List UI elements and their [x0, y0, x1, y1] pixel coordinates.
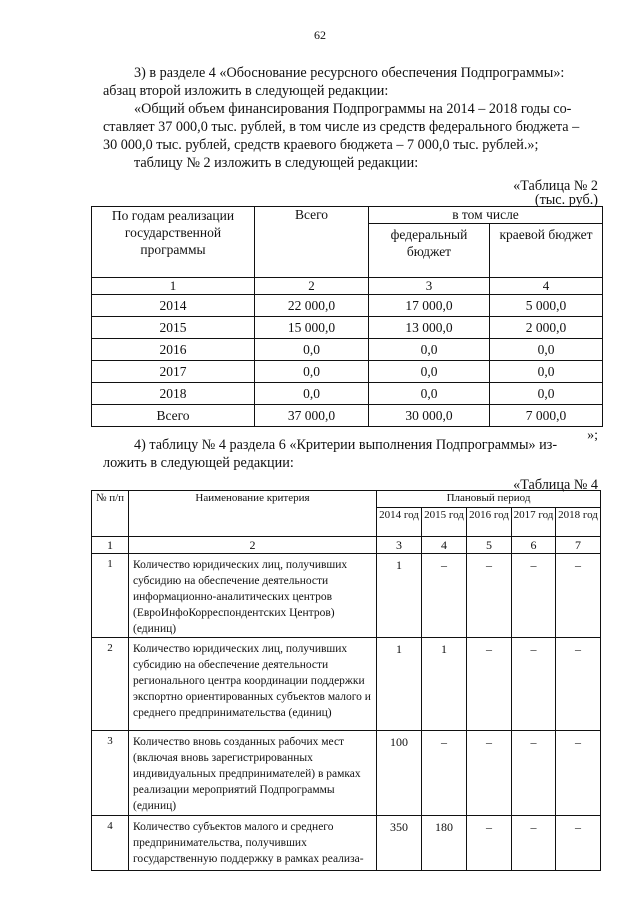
table4-cell-value: – — [512, 638, 556, 731]
table-row — [92, 295, 603, 317]
table2 — [91, 206, 603, 427]
paragraph-section4-intro: 3) в разделе 4 «Обоснование ресурсного обеспечения Подпрограммы»: — [134, 65, 565, 81]
table4-cell-criterion: Количество субъектов малого и среднего предпринимательства, получивших государственную поддержку в рамках реализа- — [129, 816, 377, 871]
table4-cell-criterion: Количество вновь созданных рабочих мест (включая вновь зарегистрированных индивидуальных предпринимателей) в рамках реализации мероприятий Подпрограммы (единиц) — [129, 731, 377, 816]
table4-cell-num: 4 — [92, 816, 129, 871]
table4-cell-value: – — [512, 816, 556, 871]
table2-cell-year: 2016 — [92, 339, 255, 361]
table2-cell-federal: 0,0 — [369, 383, 490, 405]
table4-cell-value: – — [556, 554, 601, 638]
table2-cell-federal: 17 000,0 — [369, 295, 490, 317]
table4-header-criterion: Наименование критерия — [129, 491, 377, 537]
table4-cell-value: – — [422, 554, 467, 638]
paragraph-table2-instruction: таблицу № 2 изложить в следующей редакции: — [134, 155, 419, 171]
table4-colnum: 2 — [129, 537, 377, 554]
table2-cell-total: 0,0 — [255, 361, 369, 383]
table4-cell-value: 100 — [377, 731, 422, 816]
paragraph-table4-instruction: 4) таблицу № 4 раздела 6 «Критерии выполнения Подпрограммы» из- — [134, 437, 558, 453]
table2-cell-federal: 0,0 — [369, 339, 490, 361]
table2-colnum: 4 — [490, 278, 603, 295]
table2-cell-year: 2014 — [92, 295, 255, 317]
table4-cell-value: 180 — [422, 816, 467, 871]
table2-cell-regional: 0,0 — [490, 383, 603, 405]
table4-header-planned: Плановый период — [377, 491, 601, 508]
table4-cell-value: – — [512, 731, 556, 816]
table2-caption: «Таблица № 2 — [513, 178, 598, 194]
table2-header-total: Всего — [255, 207, 369, 278]
table4-caption: «Таблица № 4 — [513, 477, 598, 493]
table2-header-including: в том числе — [369, 207, 603, 224]
table4-cell-value: – — [556, 731, 601, 816]
table4-header-year: 2015 год — [422, 508, 467, 537]
table2-colnum: 1 — [92, 278, 255, 295]
table-row — [92, 816, 601, 871]
table4-header-year: 2017 год — [512, 508, 556, 537]
table4-colnum: 7 — [556, 537, 601, 554]
table2-cell-year: 2017 — [92, 361, 255, 383]
table2-end-mark: »; — [587, 428, 598, 443]
table4-cell-value: – — [467, 638, 512, 731]
table4-cell-num: 3 — [92, 731, 129, 816]
table2-cell-regional: 7 000,0 — [490, 405, 603, 427]
table2-cell-regional: 2 000,0 — [490, 317, 603, 339]
table2-cell-total: 0,0 — [255, 383, 369, 405]
paragraph-table4-instruction-cont: ложить в следующей редакции: — [103, 455, 294, 471]
table-row-total — [92, 405, 603, 427]
table-row — [92, 638, 601, 731]
page-number: 62 — [314, 28, 326, 42]
table2-cell-federal: 13 000,0 — [369, 317, 490, 339]
table2-header-years: По годам реализации государственной программы — [92, 207, 255, 278]
table4-cell-value: – — [512, 554, 556, 638]
table4-cell-value: – — [467, 554, 512, 638]
table2-cell-regional: 0,0 — [490, 361, 603, 383]
table4-cell-value: – — [467, 816, 512, 871]
table4-cell-criterion: Количество юридических лиц, получивших субсидию на обеспечение деятельности информационно-аналитических центров (ЕвроИнфоКорреспондентских Центров) (единиц) — [129, 554, 377, 638]
table2-cell-total: 22 000,0 — [255, 295, 369, 317]
table-row — [92, 317, 603, 339]
table2-cell-total: 37 000,0 — [255, 405, 369, 427]
table4-cell-criterion: Количество юридических лиц, получивших субсидию на обеспечение деятельности регионального центра координации поддержки экспортно ориентированных субъектов малого и среднего предпринимательства (единиц) — [129, 638, 377, 731]
table2-cell-year: 2018 — [92, 383, 255, 405]
table-row — [92, 383, 603, 405]
table4-cell-value: 1 — [377, 554, 422, 638]
paragraph-quote-line1: «Общий объем финансирования Подпрограммы на 2014 – 2018 годы со- — [134, 101, 572, 117]
table4-header-year: 2014 год — [377, 508, 422, 537]
table2-cell-federal: 30 000,0 — [369, 405, 490, 427]
table4-colnum: 3 — [377, 537, 422, 554]
table2-cell-total: 15 000,0 — [255, 317, 369, 339]
table4-colnum: 5 — [467, 537, 512, 554]
table4-cell-value: – — [556, 638, 601, 731]
table4-header-num: № п/п — [92, 491, 129, 537]
table-row — [92, 361, 603, 383]
table4-cell-value: – — [467, 731, 512, 816]
paragraph-quote-line2: ставляет 37 000,0 тыс. рублей, в том числе из средств федерального бюджета – — [103, 119, 580, 135]
table2-cell-year: 2015 — [92, 317, 255, 339]
table4-header-year: 2016 год — [467, 508, 512, 537]
table4-colnum: 6 — [512, 537, 556, 554]
table-row — [92, 731, 601, 816]
table-row — [92, 339, 603, 361]
table2-units: (тыс. руб.) — [534, 192, 598, 208]
paragraph-quote-line3: 30 000,0 тыс. рублей, средств краевого бюджета – 7 000,0 тыс. рублей.»; — [103, 137, 539, 153]
table4-cell-value: – — [556, 816, 601, 871]
table4-cell-value: 350 — [377, 816, 422, 871]
table2-cell-regional: 0,0 — [490, 339, 603, 361]
table2-colnum: 2 — [255, 278, 369, 295]
table4 — [91, 490, 601, 871]
table2-cell-total: 0,0 — [255, 339, 369, 361]
table4-cell-value: – — [422, 731, 467, 816]
table4-colnum: 4 — [422, 537, 467, 554]
table4-header-year: 2018 год — [556, 508, 601, 537]
table2-cell-year: Всего — [92, 405, 255, 427]
table2-colnum: 3 — [369, 278, 490, 295]
table-row — [92, 554, 601, 638]
table4-cell-num: 1 — [92, 554, 129, 638]
table4-cell-num: 2 — [92, 638, 129, 731]
table2-cell-regional: 5 000,0 — [490, 295, 603, 317]
table2-header-regional: краевой бюджет — [490, 224, 603, 278]
table4-colnum: 1 — [92, 537, 129, 554]
table2-cell-federal: 0,0 — [369, 361, 490, 383]
paragraph-abzac-instruction: абзац второй изложить в следующей редакции: — [103, 83, 389, 99]
table4-cell-value: 1 — [377, 638, 422, 731]
table2-header-federal: федеральный бюджет — [369, 224, 490, 278]
table4-cell-value: 1 — [422, 638, 467, 731]
